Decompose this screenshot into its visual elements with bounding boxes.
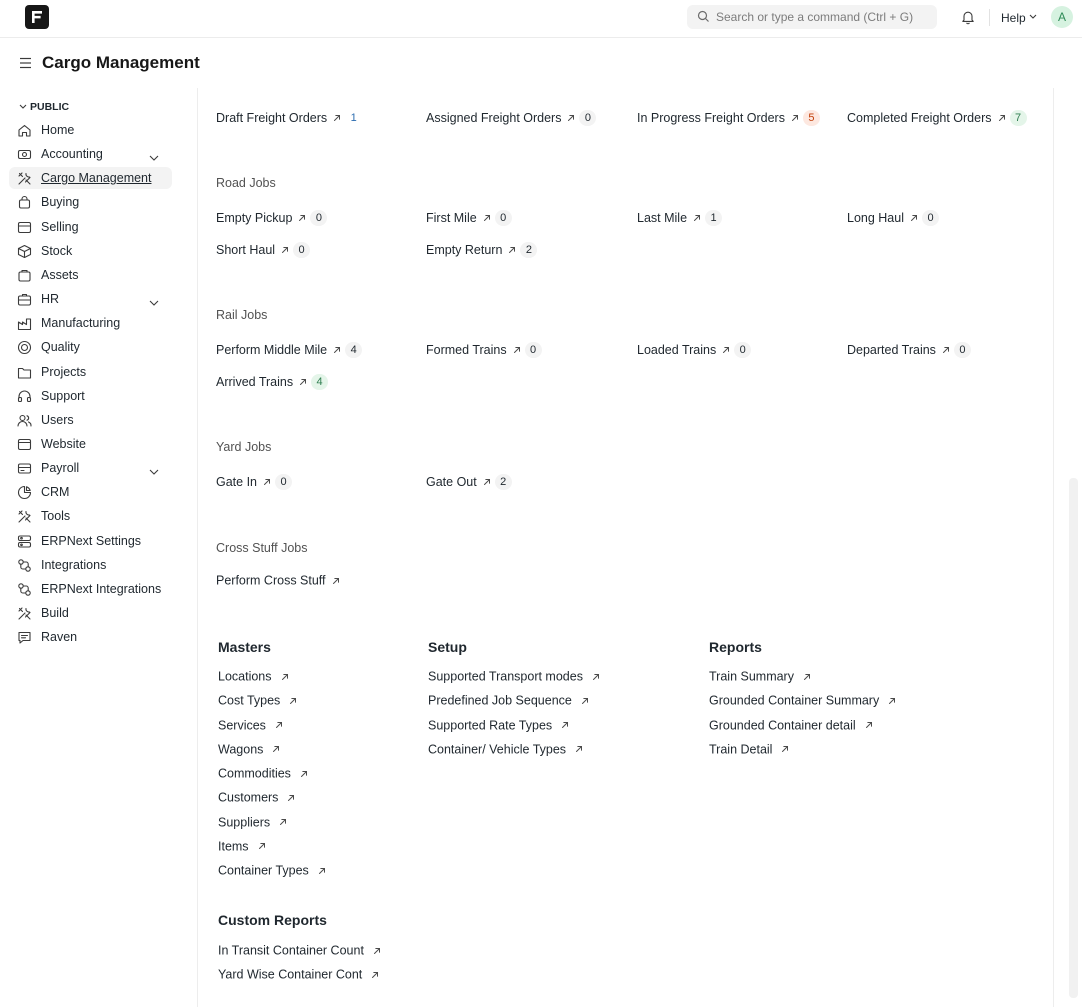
sidebar-item-label: Manufacturing [41,316,121,331]
sidebar-item-label: Payroll [41,461,80,476]
arrow-up-right-icon [998,114,1006,122]
sidebar-item-label: Cargo Management [41,171,152,186]
shortcut-draft-freight-orders[interactable] [216,110,362,128]
chevron-down-icon[interactable] [149,464,159,478]
app-logo[interactable] [25,5,49,29]
sidebar-item-payroll[interactable] [9,457,172,479]
arrow-up-right-icon [693,214,701,222]
shortcut-label: Draft Freight Orders [216,111,328,125]
shortcut-count-badge: 4 [311,374,328,390]
link-label: Container Types [218,863,309,878]
sidebar-item-buying[interactable] [9,191,172,213]
headset-icon [17,389,32,404]
sidebar-item-raven[interactable] [9,626,172,648]
sidebar-item-label: Raven [41,630,78,645]
arrow-up-right-icon [910,214,918,222]
arrow-up-right-icon [483,214,491,222]
link-commodities[interactable] [218,766,308,782]
group-title-yard-jobs: Yard Jobs [216,440,272,454]
sidebar-item-projects[interactable] [9,361,172,383]
hr-icon [17,292,32,307]
sidebar-section-label: PUBLIC [30,101,70,113]
shortcut-count-badge: 1 [345,110,362,126]
card-title-reports: Reports [709,639,762,655]
shortcut-label: Empty Return [426,243,503,257]
sidebar-item-hr[interactable] [9,288,172,310]
chevron-down-icon[interactable] [1029,14,1037,19]
shortcut-empty-return[interactable] [426,242,537,260]
link-label: In Transit Container Count [218,943,364,958]
arrow-up-right-icon [592,673,600,681]
frappe-logo-icon [31,10,43,24]
link-predefined-job-sequence[interactable] [428,693,589,709]
arrow-up-right-icon [791,114,799,122]
link-cost-types[interactable] [218,693,297,709]
sidebar-item-integrations[interactable] [9,554,172,576]
sidebar-item-erpnext-settings[interactable] [9,530,172,552]
arrow-up-right-icon [803,673,811,681]
arrow-up-right-icon [275,721,283,729]
quality-icon [17,340,32,355]
link-grounded-container-summary[interactable] [709,693,896,709]
shortcut-label: Departed Trains [847,343,936,357]
link-locations[interactable] [218,669,289,685]
link-train-summary[interactable] [709,669,811,685]
link-suppliers[interactable] [218,815,287,831]
chevron-down-icon[interactable] [149,150,159,164]
link-customers[interactable] [218,790,295,806]
link-in-transit-container-count[interactable] [218,943,381,959]
arrow-up-right-icon [371,971,379,979]
shortcut-label: Short Haul [216,243,276,257]
arrow-up-right-icon [722,346,730,354]
link-grounded-container-detail[interactable] [709,718,873,734]
sidebar-section-public[interactable] [19,101,69,113]
stock-icon [17,244,32,259]
shortcut-gate-in[interactable] [216,474,292,492]
shortcut-count-badge: 5 [803,110,820,126]
arrow-up-right-icon [272,745,280,753]
settings-icon [17,534,32,549]
crm-icon [17,485,32,500]
shortcut-count-badge: 2 [520,242,537,258]
card-title-masters: Masters [218,639,271,655]
card-title-custom-reports: Custom Reports [218,912,327,928]
shortcut-count-badge: 0 [954,342,971,358]
arrow-up-right-icon [332,577,340,585]
page-title: Cargo Management [42,53,200,72]
sidebar-item-label: Quality [41,340,80,355]
link-label: Grounded Container detail [709,718,856,733]
arrow-up-right-icon [258,842,266,850]
navbar [0,0,1082,38]
content-divider [197,88,198,1007]
sidebar-item-label: HR [41,292,60,307]
shortcut-count-badge: 2 [495,474,512,490]
content-right-border [1053,88,1054,1007]
navbar-divider [989,9,990,26]
shortcut-label: Perform Cross Stuff [216,573,326,588]
link-label: Items [218,839,249,854]
link-label: Wagons [218,742,264,757]
shortcut-count-badge: 0 [293,242,310,258]
shortcut-label: Last Mile [637,211,688,225]
sidebar-item-label: Tools [41,509,71,524]
sidebar-item-home[interactable] [9,119,172,141]
arrow-up-right-icon [299,378,307,386]
shortcut-count-badge: 0 [310,210,327,226]
shortcut-count-badge: 4 [345,342,362,358]
shortcut-count-badge: 0 [922,210,939,226]
link-label: Supported Transport modes [428,669,583,684]
shortcut-last-mile[interactable] [637,210,722,228]
arrow-up-right-icon [567,114,575,122]
buying-icon [17,195,32,210]
link-label: Locations [218,669,272,684]
home-icon [17,123,32,138]
shortcut-departed-trains[interactable] [847,342,971,360]
build-icon [17,606,32,621]
shortcut-count-badge: 0 [734,342,751,358]
search-input[interactable] [716,5,931,29]
link-items[interactable] [218,839,266,855]
shortcut-count-badge: 7 [1010,110,1027,126]
accounting-icon [17,147,32,162]
sidebar-item-label: Support [41,388,85,403]
shortcut-long-haul[interactable] [847,210,939,228]
arrow-up-right-icon [508,246,516,254]
shortcut-assigned-freight-orders[interactable] [426,110,596,128]
website-icon [17,437,32,452]
link-label: Grounded Container Summary [709,693,880,708]
link-wagons[interactable] [218,742,280,758]
card-title-setup: Setup [428,639,467,655]
sidebar-toggle-icon[interactable] [19,57,32,69]
shortcut-count-badge: 0 [275,474,292,490]
arrow-up-right-icon [281,246,289,254]
link-services[interactable] [218,718,283,734]
link-label: Suppliers [218,815,271,830]
sidebar-item-label: Accounting [41,147,103,162]
sidebar-item-users[interactable] [9,409,172,431]
shortcut-perform-cross-stuff[interactable] [216,573,340,591]
sidebar-item-label: Assets [41,267,79,282]
chevron-down-icon[interactable] [149,295,159,309]
shortcut-label: Perform Middle Mile [216,343,328,357]
link-container-vehicle-types[interactable] [428,742,583,758]
shortcut-label: Gate Out [426,475,477,489]
integrations-icon [17,582,32,597]
sidebar-item-erpnext-integrations[interactable] [9,578,172,600]
arrow-up-right-icon [483,478,491,486]
link-yard-wise-container-cont[interactable] [218,967,379,983]
shortcut-first-mile[interactable] [426,210,512,228]
shortcut-label: Loaded Trains [637,343,717,357]
sidebar-item-label: Integrations [41,557,107,572]
sidebar-item-manufacturing[interactable] [9,312,172,334]
sidebar-item-label: Build [41,606,69,620]
sidebar-item-label: Buying [41,195,80,210]
sidebar-item-label: Home [41,123,75,137]
shortcut-label: Empty Pickup [216,211,293,225]
integrations-icon [17,558,32,573]
shortcut-label: Arrived Trains [216,375,294,389]
scrollbar[interactable] [1069,478,1078,998]
arrow-up-right-icon [281,673,289,681]
sidebar-item-assets[interactable] [9,264,172,286]
shortcut-label: Formed Trains [426,343,507,357]
arrow-up-right-icon [298,214,306,222]
link-label: Supported Rate Types [428,718,553,733]
payroll-icon [17,461,32,476]
awesomebar[interactable] [687,5,937,29]
arrow-up-right-icon [888,697,896,705]
group-title-rail-jobs: Rail Jobs [216,308,268,322]
arrow-up-right-icon [333,114,341,122]
group-title-road-jobs: Road Jobs [216,176,276,190]
arrow-up-right-icon [513,346,521,354]
sidebar-item-label: ERPNext Settings [41,533,142,548]
shortcut-label: In Progress Freight Orders [637,111,785,125]
link-label: Train Detail [709,742,773,757]
selling-icon [17,220,32,235]
sidebar-item-label: Selling [41,219,79,234]
shortcut-count-badge: 0 [579,110,596,126]
manufacturing-icon [17,316,32,331]
sidebar-item-accounting[interactable] [9,143,172,165]
sidebar-item-selling[interactable] [9,216,172,238]
sidebar-item-build[interactable] [9,602,172,624]
shortcut-label: Completed Freight Orders [847,111,992,125]
shortcut-completed-freight-orders[interactable] [847,110,1027,128]
sidebar-item-label: CRM [41,485,70,500]
shortcut-loaded-trains[interactable] [637,342,751,360]
sidebar-item-website[interactable] [9,433,172,455]
shortcut-label: First Mile [426,211,477,225]
link-label: Services [218,718,266,733]
sidebar-item-quality[interactable] [9,336,172,358]
help-dropdown[interactable]: Help [1001,11,1026,25]
sidebar-item-label: Projects [41,364,87,379]
shortcut-count-badge: 1 [705,210,722,226]
shortcut-label: Assigned Freight Orders [426,111,562,125]
arrow-up-right-icon [300,770,308,778]
search-icon [697,10,710,23]
link-supported-rate-types[interactable] [428,718,569,734]
shortcut-count-badge: 0 [525,342,542,358]
arrow-up-right-icon [865,721,873,729]
assets-icon [17,268,32,283]
link-label: Customers [218,790,279,805]
users-icon [17,413,32,428]
sidebar-item-tools[interactable] [9,505,172,527]
tools-icon [17,171,32,186]
sidebar-item-label: Website [41,436,86,451]
arrow-up-right-icon [318,867,326,875]
link-label: Yard Wise Container Cont [218,967,363,982]
user-avatar[interactable]: A [1051,6,1073,28]
shortcut-count-badge: 0 [495,210,512,226]
shortcut-short-haul[interactable] [216,242,310,260]
arrow-up-right-icon [575,745,583,753]
sidebar-item-support[interactable] [9,385,172,407]
sidebar-item-label: Stock [41,243,73,258]
group-title-cross-stuff-jobs: Cross Stuff Jobs [216,541,308,555]
notification-bell-icon[interactable] [961,10,975,25]
arrow-up-right-icon [279,818,287,826]
shortcut-gate-out[interactable] [426,474,512,492]
link-label: Commodities [218,766,291,781]
shortcut-arrived-trains[interactable] [216,374,328,392]
link-container-types[interactable] [218,863,326,879]
shortcut-perform-middle-mile[interactable] [216,342,362,360]
shortcut-empty-pickup[interactable] [216,210,327,228]
chevron-down-icon [19,104,27,109]
shortcut-label: Gate In [216,475,257,489]
folder-icon [17,365,32,380]
sidebar-item-cargo-management[interactable] [9,167,172,189]
link-label: Predefined Job Sequence [428,693,572,708]
arrow-up-right-icon [581,697,589,705]
link-label: Cost Types [218,693,281,708]
link-supported-transport-modes[interactable] [428,669,600,685]
arrow-up-right-icon [287,794,295,802]
shortcut-formed-trains[interactable] [426,342,542,360]
arrow-up-right-icon [373,947,381,955]
sidebar-item-label: Users [41,412,74,427]
shortcut-in-progress-freight-orders[interactable] [637,110,820,128]
arrow-up-right-icon [333,346,341,354]
arrow-up-right-icon [942,346,950,354]
arrow-up-right-icon [289,697,297,705]
link-label: Container/ Vehicle Types [428,742,567,757]
sidebar-item-crm[interactable] [9,481,172,503]
arrow-up-right-icon [781,745,789,753]
sidebar-item-stock[interactable] [9,240,172,262]
chat-icon [17,630,32,645]
sidebar-item-label: ERPNext Integrations [41,581,162,596]
link-label: Train Summary [709,669,794,684]
arrow-up-right-icon [561,721,569,729]
link-train-detail[interactable] [709,742,789,758]
shortcut-label: Long Haul [847,211,904,225]
arrow-up-right-icon [263,478,271,486]
tools-icon [17,509,32,524]
